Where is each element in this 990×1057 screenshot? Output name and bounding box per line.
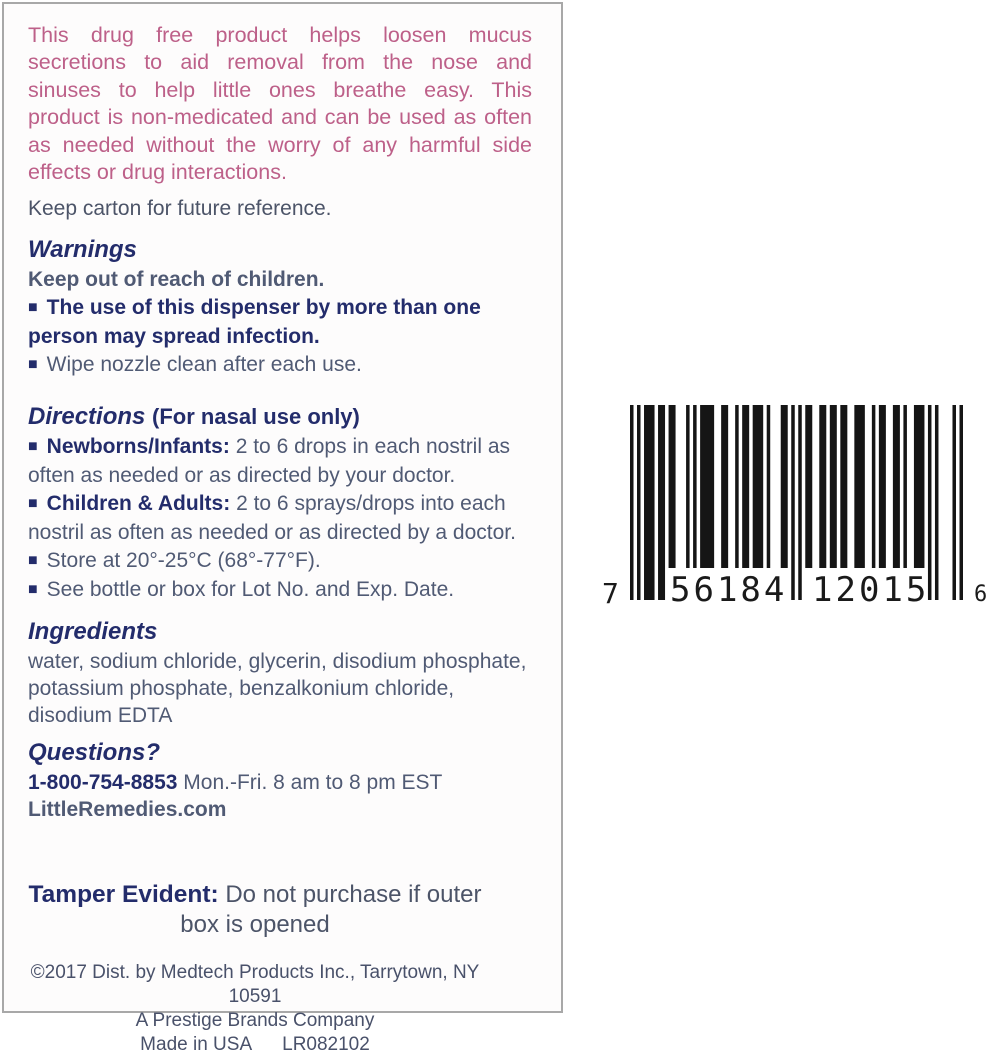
barcode-digits-left: 56184: [670, 570, 788, 610]
direction-item: [28, 490, 532, 547]
phone-number: 1-800-754-8853: [28, 770, 178, 794]
square-bullet-icon: ■: [28, 298, 38, 316]
directions-heading-word: Directions: [28, 403, 146, 431]
warnings-heading: Warnings: [28, 236, 137, 264]
warning-item-text: The use of this dispenser by more than one person may spread infection.: [28, 295, 481, 349]
square-bullet-icon: ■: [28, 438, 38, 456]
intro-line: as needed without the worry of any harmful side: [28, 132, 532, 157]
warning-keep-out: Keep out of reach of children.: [28, 268, 325, 292]
square-bullet-icon: ■: [28, 581, 38, 599]
direction-item-text: 2 to 6 drops in each nostril as often as needed or as directed by your doctor.: [28, 435, 511, 488]
direction-item: [28, 576, 532, 605]
website: LittleRemedies.com: [28, 798, 227, 822]
origin-line: [28, 1033, 482, 1057]
direction-item-text: Store at 20°-25°C (68°-77°F).: [46, 548, 321, 572]
upc-barcode: [600, 403, 990, 618]
barcode-digit-check: 6: [974, 582, 988, 607]
direction-item-text: 2 to 6 sprays/drops into each nostril as often as needed or as directed by a doctor.: [28, 491, 516, 545]
lot-code: LR082102: [282, 1033, 370, 1055]
square-bullet-icon: ■: [28, 355, 38, 373]
direction-item: [28, 433, 532, 490]
tamper-evident-label: Tamper Evident:: [28, 880, 219, 908]
ingredients-heading: Ingredients: [28, 617, 158, 645]
intro-line: This drug free product helps loosen mucus: [28, 23, 532, 47]
intro-line: secretions to aid removal from the nose and: [28, 50, 532, 75]
directions-heading: [28, 403, 532, 430]
barcode-digit-system: 7: [602, 577, 619, 610]
copyright-line: ©2017 Dist. by Medtech Products Inc., Tarrytown, NY 10591: [30, 961, 480, 1007]
ingredients-list: water, sodium chloride, glycerin, disodium phosphate, potassium phosphate, benzalkonium chloride, disodium EDTA: [28, 649, 527, 728]
distributor-info: [28, 961, 482, 1057]
company-line: A Prestige Brands Company: [135, 1009, 375, 1031]
intro-line: sinuses to help little ones breathe easy. This: [28, 77, 532, 102]
questions-phone-line: [28, 769, 532, 796]
made-in-text: Made in USA: [140, 1033, 253, 1055]
tamper-evident-note: [28, 880, 482, 940]
keep-carton-note: Keep carton for future reference.: [28, 197, 332, 221]
direction-item-text: See bottle or box for Lot No. and Exp. Date.: [46, 578, 455, 602]
intro-line: effects or drug interactions.: [28, 160, 287, 185]
phone-hours: Mon.-Fri. 8 am to 8 pm EST: [183, 770, 443, 794]
questions-heading: Questions?: [28, 738, 161, 766]
intro-line: product is non-medicated and can be used as often: [28, 105, 532, 130]
warning-item-text: Wipe nozzle clean after each use.: [46, 352, 362, 376]
intro-paragraph: [28, 22, 532, 186]
warning-item: [28, 351, 532, 380]
label-panel: [2, 2, 563, 1055]
barcode-digits-right: 12015: [812, 570, 930, 610]
warning-item: [28, 294, 532, 351]
directions-heading-suffix: (For nasal use only): [152, 404, 360, 430]
tamper-evident-text: Do not purchase if outer box is opened: [180, 880, 482, 938]
square-bullet-icon: ■: [28, 551, 38, 569]
square-bullet-icon: ■: [28, 494, 38, 512]
direction-item-label: Newborns/Infants:: [46, 435, 230, 459]
direction-item-label: Children & Adults:: [46, 491, 231, 515]
direction-item: [28, 547, 532, 576]
